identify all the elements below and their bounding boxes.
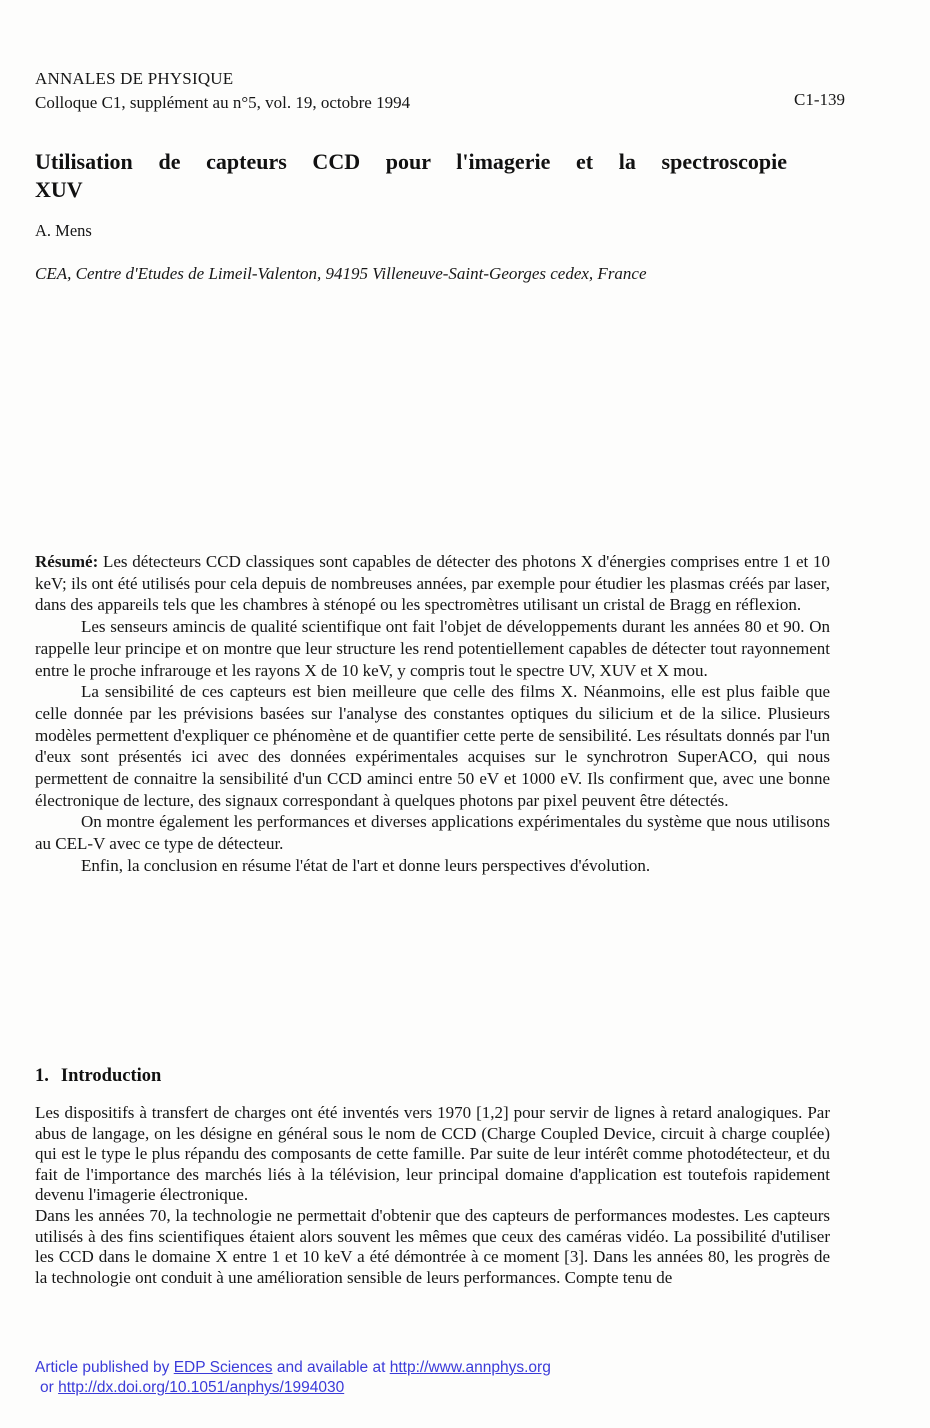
section-heading-introduction bbox=[35, 1066, 161, 1087]
page-number: C1-139 bbox=[794, 90, 845, 109]
footer-line-2 bbox=[35, 1378, 895, 1398]
publisher-footer bbox=[35, 1358, 895, 1398]
abstract-paragraph: Les senseurs amincis de qualité scientifique ont fait l'objet de développements durant les années 80 et 90. On rappelle leur principe et on montre que leur structure les rend potentiellement capables de détecter tout rayonnement entre le proche infrarouge et les rayons X de 10 keV, y compris tout le spectre UV, XUV et X mou. bbox=[35, 617, 830, 680]
edp-sciences-link[interactable]: EDP Sciences bbox=[173, 1359, 273, 1376]
article-title-line-1: Utilisation de capteurs CCD pour l'imagerie et la spectroscopie bbox=[35, 149, 787, 174]
footer-text: or bbox=[40, 1379, 59, 1396]
author-affiliation: CEA, Centre d'Etudes de Limeil-Valenton, 94195 Villeneuve-Saint-Georges cedex, France bbox=[35, 264, 647, 283]
section-number: 1. bbox=[35, 1066, 49, 1086]
article-title-line-2: XUV bbox=[35, 177, 83, 202]
abstract-paragraph: La sensibilité de ces capteurs est bien meilleure que celle des films X. Néanmoins, elle est plus faible que celle donnée par les prévisions basées sur l'analyse des constantes optiques du silicium et de la silice. Plusieurs modèles permettent d'expliquer ce phénomène et de quantifier cette perte de sensibilité. Les résultats donnés par l'un d'eux sont présentés ici avec des données expérimentales acquises sur le synchrotron SuperACO, qui nous permettent de connaitre la sensibilité d'un CCD aminci entre 50 eV et 1000 eV. Ils confirment que, avec une bonne électronique de lecture, des signaux correspondant à quelques photons par pixel peuvent être détectés. bbox=[35, 682, 830, 810]
issue-line: Colloque C1, supplément au n°5, vol. 19, octobre 1994 bbox=[35, 93, 411, 112]
page-header bbox=[35, 67, 845, 115]
footer-text: and available at bbox=[272, 1359, 390, 1376]
article-title bbox=[35, 148, 787, 204]
abstract-paragraph-text: Les détecteurs CCD classiques sont capables de détecter des photons X d'énergies comprises entre 1 et 10 keV; ils ont été utilisés pour cela depuis de nombreuses années, par exemple pour étudier les plasmas créés par laser, dans des appareils tels que les chambres à sténopé ou les spectromètres utilisant un cristal de Bragg en réflexion. bbox=[35, 552, 831, 615]
abstract-label: Résumé: bbox=[35, 552, 99, 571]
abstract-paragraph bbox=[35, 551, 830, 616]
journal-name: ANNALES DE PHYSIQUE bbox=[35, 69, 234, 88]
annphys-url-link[interactable]: http://www.annphys.org bbox=[389, 1359, 551, 1376]
abstract-paragraph: Enfin, la conclusion en résume l'état de l'art et donne leurs perspectives d'évolution. bbox=[81, 855, 651, 875]
abstract bbox=[35, 551, 830, 877]
introduction-body bbox=[35, 1103, 830, 1288]
footer-text: Article published by bbox=[35, 1359, 174, 1376]
introduction-paragraph: Les dispositifs à transfert de charges ont été inventés vers 1970 [1,2] pour servir de lignes à retard analogiques. Par abus de langage, on les désigne en général sous le nom de CCD (Charge Coupled Device, circuit à charge couplée) qui est le type le plus répandu des composants de cette famille. Par suite de leur intérêt comme photodétecteur, et du fait de l'importance des marchés liés à la télévision, leur principal domaine d'application est toutefois rapidement devenu l'imagerie électronique. bbox=[35, 1103, 830, 1205]
section-title: Introduction bbox=[60, 1066, 162, 1086]
abstract-paragraph: On montre également les performances et diverses applications expérimentales du système que nous utilisons au CEL-V avec ce type de détecteur. bbox=[35, 812, 830, 854]
author-name: A. Mens bbox=[35, 221, 92, 240]
introduction-paragraph: Dans les années 70, la technologie ne permettait d'obtenir que des capteurs de performances modestes. Les capteurs utilisés à des fins scientifiques étaient alors souvent les mêmes que ceux des caméras vidéo. La possibilité d'utiliser les CCD dans le domaine X entre 1 et 10 keV a été démontrée à ce moment [3]. Dans les années 80, les progrès de la technologie ont conduit à une amélioration sensible de leurs performances. Compte tenu de bbox=[35, 1205, 830, 1287]
footer-line-1 bbox=[35, 1358, 895, 1378]
doi-url-link[interactable]: http://dx.doi.org/10.1051/anphys/1994030 bbox=[58, 1379, 345, 1396]
